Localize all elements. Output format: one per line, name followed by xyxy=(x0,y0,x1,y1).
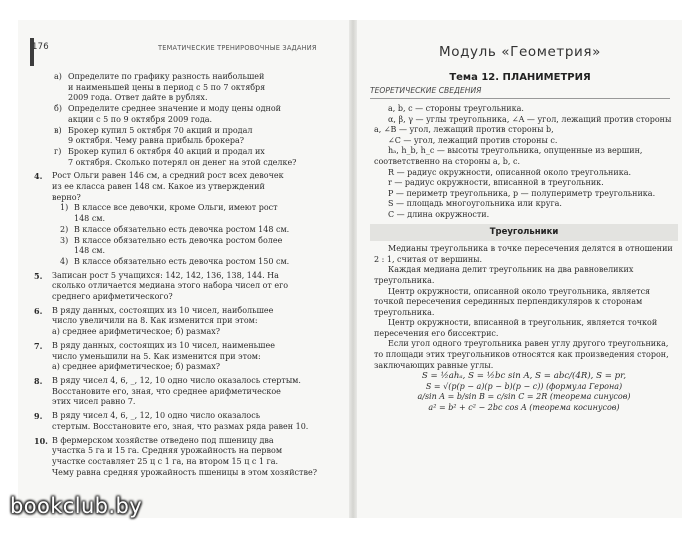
item-line: Брокер купил 5 октября 70 акций и продал xyxy=(68,125,253,135)
definition-line: R — радиус окружности, описанной около треугольника. xyxy=(388,167,632,177)
item-line: Определите по графику разность наибольшей xyxy=(68,72,265,81)
running-title: ТЕМАТИЧЕСКИЕ ТРЕНИРОВОЧНЫЕ ЗАДАНИЯ xyxy=(158,44,317,52)
item-line: Восстановите его, зная, что среднее арифметическое xyxy=(52,386,281,396)
exercise-item xyxy=(34,271,334,303)
sub-question xyxy=(34,104,334,125)
answer-option xyxy=(34,236,334,257)
theory-body xyxy=(374,104,674,414)
item-label: 4) xyxy=(60,256,69,266)
heading-rule xyxy=(370,98,670,99)
item-line: В ряду данных, состоящих из 10 чисел, наименьшее xyxy=(52,340,275,350)
module-title: Модуль «Геометрия» xyxy=(438,44,602,60)
exercise-item xyxy=(34,436,334,479)
area-formulas: S = ½ahₐ, S = ½bc sin A, S = abc/(4R), S = pr, xyxy=(421,371,627,382)
sub-question xyxy=(34,147,334,168)
exercise-item xyxy=(34,171,334,203)
exercise-item xyxy=(34,306,334,338)
item-label: 3) xyxy=(60,235,69,245)
exercise-list xyxy=(34,72,334,478)
right-page xyxy=(358,20,682,518)
item-line: В классе обязательно есть девочка ростом более xyxy=(74,235,283,245)
item-label: 2) xyxy=(60,224,69,234)
item-line: 2009 года. Ответ дайте в рублях. xyxy=(68,93,208,103)
exercise-item xyxy=(34,341,334,373)
item-line: акции с 5 по 9 октября 2009 года. xyxy=(68,114,213,124)
item-line: сколько отличается медиана этого набора чисел от его xyxy=(52,281,289,291)
item-label: 1) xyxy=(60,203,69,213)
definition-line: C — длина окружности. xyxy=(388,209,490,219)
sub-question xyxy=(34,126,334,147)
item-line: и наименьшей цены в период с 5 по 7 октября xyxy=(68,82,266,92)
triangles-heading-band xyxy=(370,224,678,242)
answer-option xyxy=(34,203,334,224)
item-line: В классе обязательно есть девочка ростом 148 см. xyxy=(74,224,290,234)
item-label: б) xyxy=(54,104,62,114)
watermark: bookclub.by xyxy=(10,494,143,518)
definition-line: r — радиус окружности, вписанной в треугольник. xyxy=(388,178,604,188)
item-line: 7 октября. Сколько потерял он денег на этой сделке? xyxy=(68,157,297,167)
item-line: Рост Ольги равен 146 см, а средний рост всех девочек xyxy=(52,171,284,181)
theory-heading: ТЕОРЕТИЧЕСКИЕ СВЕДЕНИЯ xyxy=(370,86,482,95)
item-line: а) среднее арифметическое; б) размах? xyxy=(52,362,221,372)
fact-paragraph: Центр окружности, описанной около треугольника, является точкой пересечения серединных перпендикуляров к сторонам треугольника. xyxy=(374,286,651,317)
item-line: В ряду чисел 4, 6, _, 12, 10 одно число оказалось стертым. xyxy=(52,375,301,385)
item-line: Определите среднее значение и моду цены одной xyxy=(68,104,281,114)
item-line: В классе обязательно есть девочка ростом 150 см. xyxy=(74,256,290,266)
item-label: г) xyxy=(54,146,62,156)
book-gutter xyxy=(349,20,357,518)
left-page xyxy=(18,20,348,518)
fact-paragraph: Центр окружности, вписанной в треугольник, является точкой пересечения его биссектрис. xyxy=(374,318,658,338)
sub-question xyxy=(34,72,334,104)
item-line: В ряду чисел 4, 6, _, 12, 10 одно число оказалось xyxy=(52,411,261,421)
book-spread xyxy=(18,20,682,518)
heron-formula: S = √(p(p − a)(p − b)(p − c)) (формула Герона) xyxy=(425,381,623,391)
exercise-item xyxy=(34,411,334,432)
definition-line: hₐ, h_b, h_c — высоты треугольника, опущенные из вершин, соответственно на стороны a, b, c. xyxy=(374,146,643,166)
item-line: среднего арифметического? xyxy=(52,292,173,302)
answer-option xyxy=(34,225,334,236)
answer-option xyxy=(34,257,334,268)
item-label: а) xyxy=(54,72,62,81)
definitions-list xyxy=(374,104,674,221)
item-label: 4. xyxy=(34,171,43,182)
definition-line: α, β, γ — углы треугольника, ∠A — угол, лежащий против стороны a, ∠B — угол, лежащий против стороны b, xyxy=(374,114,672,135)
definition-line: ∠C — угол, лежащий против стороны c. xyxy=(388,135,558,145)
item-line: В ряду данных, состоящих из 10 чисел, наибольшее xyxy=(52,305,274,315)
topic-title: Тема 12. ПЛАНИМЕТРИЯ xyxy=(449,72,591,83)
item-label: 7. xyxy=(34,340,43,351)
item-line: 148 см. xyxy=(74,214,106,224)
item-line: этих чисел равно 7. xyxy=(52,397,136,407)
item-label: 9. xyxy=(34,411,43,422)
item-line: верно? xyxy=(52,192,81,202)
definition-line: P — периметр треугольника, p — полупериметр треугольника. xyxy=(388,188,656,198)
item-line: число увеличили на 8. Как изменится при этом: xyxy=(52,316,258,326)
item-line: 9 октября. Чему равна прибыль брокера? xyxy=(68,136,245,146)
item-line: участке составляет 25 ц с 1 га, на втором 15 ц с 1 га. xyxy=(52,456,279,466)
item-line: участка 5 га и 15 га. Средняя урожайность на первом xyxy=(52,446,283,456)
running-header xyxy=(32,42,332,54)
triangles-heading: Треугольники xyxy=(489,226,559,237)
item-label: 10. xyxy=(34,435,48,446)
item-label: 6. xyxy=(34,305,43,316)
item-line: из ее класса равен 148 см. Какое из утверждений xyxy=(52,182,265,192)
item-label: 8. xyxy=(34,375,43,386)
item-line: 148 см. xyxy=(74,246,106,256)
item-line: Брокер купил 6 октября 40 акций и продал их xyxy=(68,146,265,156)
fact-paragraph: Каждая медиана делит треугольник на два равновеликих треугольника. xyxy=(374,265,634,285)
fact-paragraph: Если угол одного треугольника равен углу другого треугольника, то площади этих треугольников относятся как произведения сторон, заключающих равные углы. xyxy=(374,339,669,370)
definition-line: S — площадь многоугольника или круга. xyxy=(388,199,562,209)
item-line: число уменьшили на 5. Как изменится при этом: xyxy=(52,351,261,361)
cosine-theorem: a² = b² + c² − 2bc cos A (теорема косинусов) xyxy=(428,403,620,413)
item-label: 5. xyxy=(34,270,43,281)
item-line: Записан рост 5 учащихся: 142, 142, 136, 138, 144. На xyxy=(52,270,279,280)
exercise-item xyxy=(34,376,334,408)
item-label: в) xyxy=(54,125,62,135)
fact-paragraph: Медианы треугольника в точке пересечения делятся в отношении 2 : 1, считая от вершины. xyxy=(374,244,673,264)
sine-theorem: a/sin A = b/sin B = c/sin C = 2R (теорема синусов) xyxy=(417,392,631,402)
triangle-facts xyxy=(374,244,674,371)
item-line: Чему равна средняя урожайность пшеницы в этом хозяйстве? xyxy=(52,467,317,477)
item-line: В классе все девочки, кроме Ольги, имеют рост xyxy=(74,203,278,213)
page-number: 176 xyxy=(32,42,49,52)
definition-line: a, b, c — стороны треугольника. xyxy=(388,104,524,113)
item-line: стертым. Восстановите его, зная, что размах ряда равен 10. xyxy=(52,421,309,431)
item-line: В фермерском хозяйстве отведено под пшеницу два xyxy=(52,435,274,445)
item-line: а) среднее арифметическое; б) размах? xyxy=(52,327,221,337)
